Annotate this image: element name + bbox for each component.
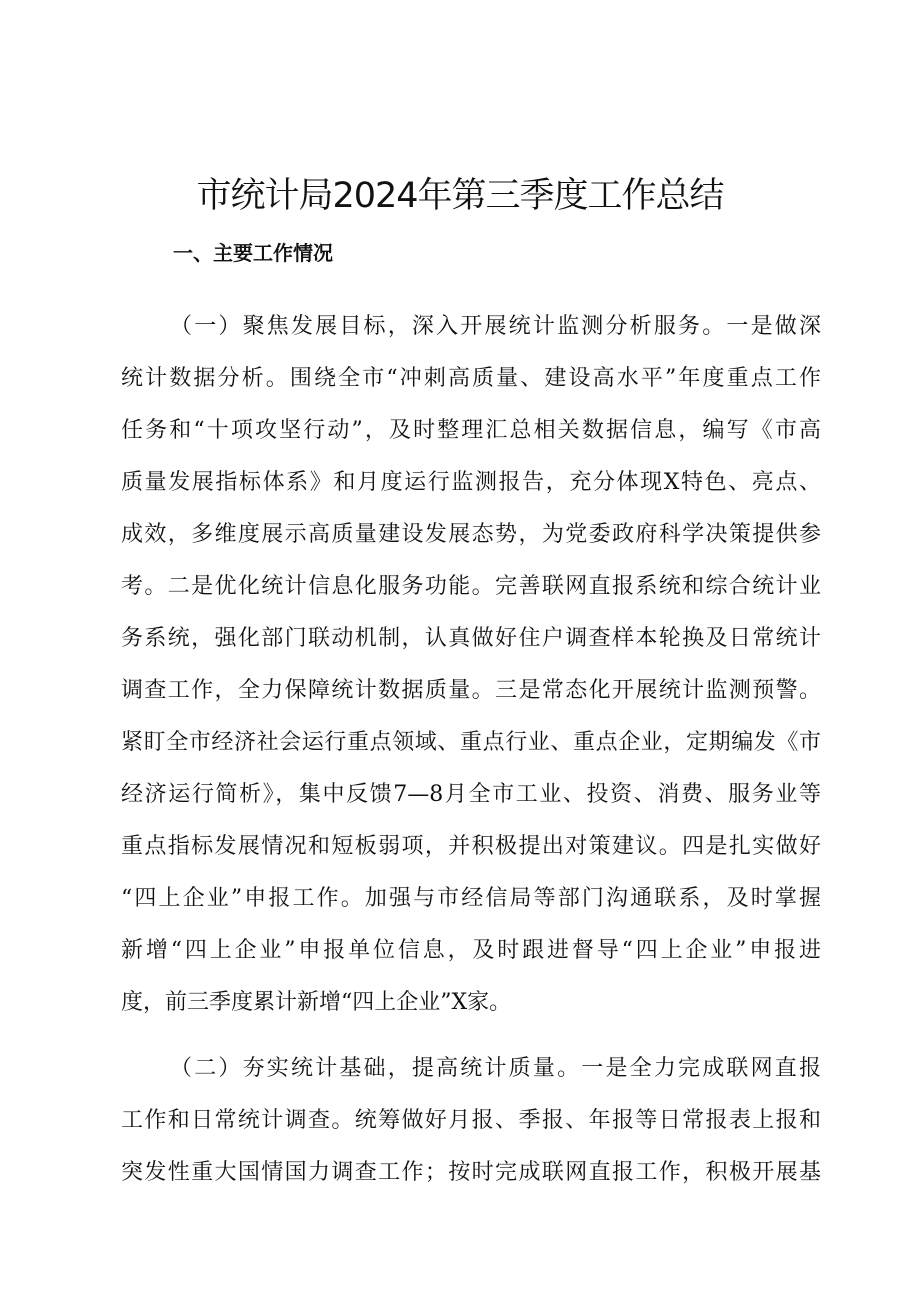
paragraph-line: 工作和日常统计调查。统筹做好月报、季报、年报等日常报表上报和	[121, 1108, 821, 1133]
paragraph-line: 考。二是优化统计信息化服务功能。完善联网直报系统和综合统计业	[121, 574, 821, 599]
paragraph-line: （二）夯实统计基础，提高统计质量。一是全力完成联网直报	[170, 1056, 821, 1081]
paragraph-line: 突发性重大国情国力调查工作；按时完成联网直报工作，积极开展基	[121, 1160, 821, 1185]
paragraph-line: 调查工作，全力保障统计数据质量。三是常态化开展统计监测预警。	[121, 678, 821, 703]
paragraph-line: 成效，多维度展示高质量建设发展态势，为党委政府科学决策提供参	[121, 522, 821, 547]
paragraph-line: 度，前三季度累计新增“四上企业”X家。	[121, 990, 512, 1015]
paragraph-line: 统计数据分析。围绕全市“冲刺高质量、建设高水平”年度重点工作	[121, 366, 821, 391]
paragraph-line: 经济运行简析》，集中反馈7—8月全市工业、投资、消费、服务业等	[121, 782, 821, 807]
document-title: 市统计局2024年第三季度工作总结	[196, 176, 724, 216]
paragraph-line: 新增“四上企业”申报单位信息，及时跟进督导“四上企业”申报进	[121, 938, 821, 963]
paragraph-line: 重点指标发展情况和短板弱项，并积极提出对策建议。四是扎实做好	[121, 834, 821, 859]
paragraph-line: （一）聚焦发展目标，深入开展统计监测分析服务。一是做深	[170, 314, 821, 339]
paragraph-line: 质量发展指标体系》和月度运行监测报告，充分体现X特色、亮点、	[121, 470, 821, 495]
paragraph-line: 紧盯全市经济社会运行重点领域、重点行业、重点企业，定期编发《市	[121, 730, 821, 755]
paragraph-line: 务系统，强化部门联动机制，认真做好住户调查样本轮换及日常统计	[121, 626, 821, 651]
section-heading: 一、主要工作情况	[173, 241, 333, 265]
paragraph-line: 任务和“十项攻坚行动”，及时整理汇总相关数据信息，编写《市高	[121, 418, 821, 443]
paragraph-line: “四上企业”申报工作。加强与市经信局等部门沟通联系，及时掌握	[121, 886, 821, 911]
